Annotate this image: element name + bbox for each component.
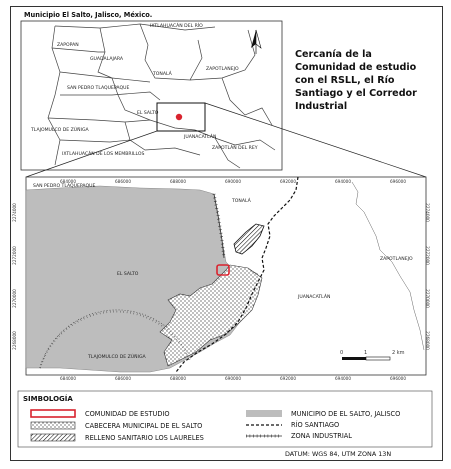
x-tick-bottom: 690000 xyxy=(225,376,241,381)
label-juanacatlan: JUANACATLÁN xyxy=(298,295,331,300)
y-tick-right: 2274000 xyxy=(424,203,430,222)
x-tick: 694000 xyxy=(335,179,351,184)
y-tick: 2274000 xyxy=(11,203,17,222)
legend-symbol-gray xyxy=(246,410,282,417)
label-ixtlahuacan-del-rio: IXTLAHUACÁN DEL RÍO xyxy=(150,24,203,29)
label-juanacatlan-inset: JUANACATLÁN xyxy=(184,135,217,140)
label-el-salto: EL SALTO xyxy=(117,272,139,277)
x-tick-bottom: 684000 xyxy=(60,376,76,381)
label-zapotlanejo: ZAPOTLANEJO xyxy=(380,257,413,262)
x-tick-bottom: 688000 xyxy=(170,376,186,381)
x-tick: 688000 xyxy=(170,179,186,184)
x-tick-bottom: 692000 xyxy=(280,376,296,381)
inset-study-point xyxy=(176,114,182,120)
datum-text: DATUM: WGS 84, UTM ZONA 13N xyxy=(285,450,392,458)
scale-label-0: 0 xyxy=(340,350,344,356)
label-tlaquepaque-inset: SAN PEDRO TLAQUEPAQUE xyxy=(67,86,130,91)
label-el-salto-inset: EL SALTO xyxy=(137,111,159,116)
legend-label-municipio: MUNICIPIO DE EL SALTO, JALISCO xyxy=(291,410,401,418)
legend-symbol-dotted xyxy=(31,422,75,429)
label-tlajomulco-inset: TLAJOMULCO DE ZÚÑIGA xyxy=(31,128,89,133)
scale-label-2km: 2 km xyxy=(392,350,405,356)
label-guadalajara: GUADALAJARA xyxy=(90,57,124,62)
x-tick-bottom: 686000 xyxy=(115,376,131,381)
main-map xyxy=(26,177,426,375)
x-tick: 690000 xyxy=(225,179,241,184)
map-title: Cercanía de la Comunidad de estudio con el RSLL, el Río Santiago y el Corredor Industrial xyxy=(295,49,417,112)
x-tick: 684000 xyxy=(60,179,76,184)
scale-bar xyxy=(342,357,390,360)
label-zapopan: ZAPOPAN xyxy=(57,43,79,48)
legend-symbol-hatched xyxy=(31,434,75,441)
y-tick-right: 2268000 xyxy=(424,331,430,350)
label-zapotlanejo-inset: ZAPOTLANEJO xyxy=(206,67,239,72)
inset-title: Municipio El Salto, Jalisco, México. xyxy=(24,11,153,19)
y-tick: 2270000 xyxy=(11,289,17,308)
y-tick: 2272000 xyxy=(11,246,17,265)
x-tick: 696000 xyxy=(390,179,406,184)
legend-label-rio: RÍO SANTIAGO xyxy=(291,421,340,429)
x-tick: 692000 xyxy=(280,179,296,184)
scale-label-1: 1 xyxy=(364,350,368,356)
y-tick-right: 2270000 xyxy=(424,289,430,308)
label-tlajomulco: TLAJOMULCO DE ZÚÑIGA xyxy=(88,355,146,360)
label-zapotlan-del-rey: ZAPOTLÁN DEL REY xyxy=(212,146,258,151)
label-ixtlahuacan-membrillos: IXTLAHUACÁN DE LOS MEMBRILLOS xyxy=(62,152,145,157)
legend-label-cabecera: CABECERA MUNICIPAL DE EL SALTO xyxy=(85,422,203,430)
legend-title: SIMBOLOGÍA xyxy=(23,395,73,403)
label-tlaquepaque: SAN PEDRO TLAQUEPAQUE xyxy=(33,184,96,189)
label-tonala: TONALÁ xyxy=(232,199,251,204)
x-tick-bottom: 694000 xyxy=(335,376,351,381)
legend-label-zona-industrial: ZONA INDUSTRIAL xyxy=(291,432,352,440)
y-tick: 2268000 xyxy=(11,331,17,350)
x-tick: 686000 xyxy=(115,179,131,184)
x-tick-bottom: 696000 xyxy=(390,376,406,381)
legend-box xyxy=(18,391,432,447)
y-tick-right: 2272000 xyxy=(424,246,430,265)
legend-label-comunidad: COMUNIDAD DE ESTUDIO xyxy=(85,410,170,418)
label-tonala-inset: TONALÁ xyxy=(153,72,172,77)
legend-label-relleno: RELLENO SANITARIO LOS LAURELES xyxy=(85,434,204,442)
